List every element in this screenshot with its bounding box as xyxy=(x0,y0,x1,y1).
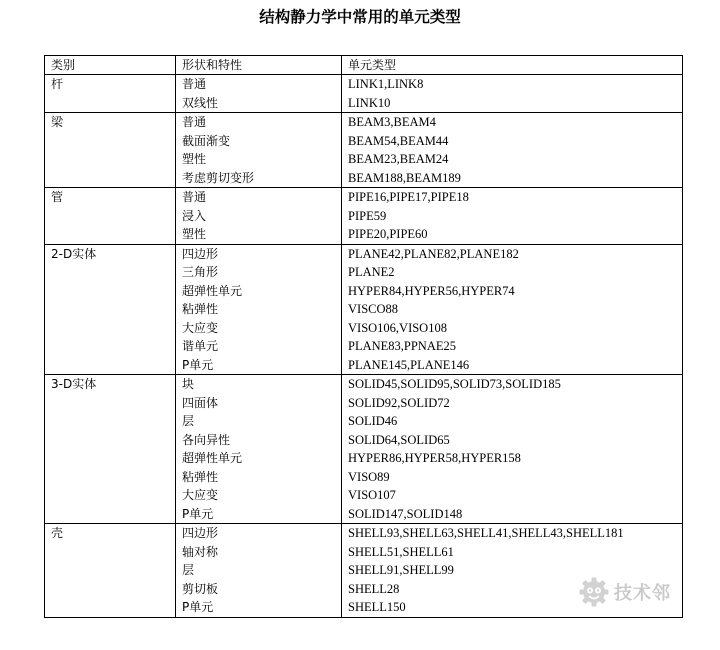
shape-cell xyxy=(176,188,342,245)
shape-cell xyxy=(176,524,342,618)
shape-cell xyxy=(176,375,342,524)
element-types-item: PIPE59 xyxy=(348,208,387,223)
shape-item: 普通 xyxy=(182,115,207,129)
element-types-item: PLANE2 xyxy=(348,265,395,279)
category-cell: 管 xyxy=(45,188,176,245)
shape-item: 塑性 xyxy=(182,152,207,166)
shape-cell xyxy=(176,113,342,188)
category-cell: 杆 xyxy=(45,75,176,113)
header-row xyxy=(45,56,683,75)
shape-item: P单元 xyxy=(182,506,214,521)
shape-cell xyxy=(176,75,342,113)
element-types-cell xyxy=(342,113,683,188)
shape-item: 三角形 xyxy=(182,265,219,279)
element-types-item: SHELL91,SHELL99 xyxy=(348,563,454,577)
element-types-item: PLANE145,PLANE146 xyxy=(348,357,470,372)
element-types-item: HYPER84,HYPER56,HYPER74 xyxy=(348,283,515,298)
element-types-item: PLANE42,PLANE82,PLANE182 xyxy=(348,246,519,261)
shape-item: 块 xyxy=(182,377,195,391)
shape-item: 超弹性单元 xyxy=(182,451,243,465)
shape-item: 普通 xyxy=(182,190,207,204)
element-types-item: SOLID64,SOLID65 xyxy=(348,432,450,447)
element-types-item: SOLID147,SOLID148 xyxy=(348,506,463,521)
group-row-3d-solid xyxy=(45,375,683,524)
page-title: 结构静力学中常用的单元类型 xyxy=(259,8,461,26)
element-types-item: BEAM3,BEAM4 xyxy=(348,115,436,129)
shape-item: P单元 xyxy=(182,357,214,372)
element-types-cell xyxy=(342,524,683,618)
element-types-item: BEAM188,BEAM189 xyxy=(348,170,461,185)
element-types-item: SOLID92,SOLID72 xyxy=(348,395,450,410)
element-types-item: SOLID46 xyxy=(348,414,398,428)
element-types-item: VISCO88 xyxy=(348,302,399,316)
header-element-type: 单元类型 xyxy=(342,56,683,75)
element-types-item: PLANE83,PPNAE25 xyxy=(348,339,456,353)
watermark-text: 技术邻 xyxy=(614,583,671,604)
shape-item: 粘弹性 xyxy=(182,302,219,316)
shape-item: 浸入 xyxy=(182,208,207,223)
group-row-2d-solid xyxy=(45,244,683,375)
shape-item: 双线性 xyxy=(182,95,219,110)
shape-item: 层 xyxy=(182,563,195,577)
shape-item: 普通 xyxy=(182,77,207,91)
category-cell: 2-D实体 xyxy=(45,244,176,375)
group-row-pipe xyxy=(45,188,683,245)
shape-item: 塑性 xyxy=(182,227,207,241)
shape-item: 超弹性单元 xyxy=(182,283,243,298)
group-row-beam xyxy=(45,113,683,188)
element-types-cell xyxy=(342,244,683,375)
element-types-item: SHELL28 xyxy=(348,581,400,596)
shape-item: 剪切板 xyxy=(182,581,219,596)
shape-item: P单元 xyxy=(182,600,214,614)
shape-item: 考虑剪切变形 xyxy=(182,170,255,185)
element-types-item: VISO106,VISO108 xyxy=(348,320,447,335)
category-cell: 壳 xyxy=(45,524,176,618)
header-category: 类别 xyxy=(45,56,176,75)
element-types-item: LINK10 xyxy=(348,95,391,110)
element-types-item: LINK1,LINK8 xyxy=(348,77,424,91)
shape-item: 各向异性 xyxy=(182,432,231,447)
element-types-item: VISO107 xyxy=(348,488,396,502)
element-types-item: SHELL150 xyxy=(348,600,406,614)
category-cell: 梁 xyxy=(45,113,176,188)
element-types-item: BEAM23,BEAM24 xyxy=(348,152,449,166)
shape-item: 四边形 xyxy=(182,246,219,261)
element-types-item: PIPE20,PIPE60 xyxy=(348,227,428,241)
group-row-shell xyxy=(45,524,683,618)
element-types-item: VISO89 xyxy=(348,469,390,484)
element-types-cell xyxy=(342,75,683,113)
shape-item: 截面渐变 xyxy=(182,133,231,148)
element-types-cell xyxy=(342,375,683,524)
shape-item: 四面体 xyxy=(182,395,219,410)
shape-item: 轴对称 xyxy=(182,544,219,559)
shape-cell xyxy=(176,244,342,375)
element-types-item: SOLID45,SOLID95,SOLID73,SOLID185 xyxy=(348,377,561,391)
group-row-rod xyxy=(45,75,683,113)
shape-item: 谐单元 xyxy=(182,339,219,353)
shape-item: 四边形 xyxy=(182,526,219,540)
element-types-item: BEAM54,BEAM44 xyxy=(348,133,449,148)
element-types-item: HYPER86,HYPER58,HYPER158 xyxy=(348,451,521,465)
element-types-table xyxy=(44,55,683,618)
shape-item: 大应变 xyxy=(182,488,219,502)
element-types-item: PIPE16,PIPE17,PIPE18 xyxy=(348,190,469,204)
header-shape: 形状和特性 xyxy=(176,56,342,75)
category-cell: 3-D实体 xyxy=(45,375,176,524)
shape-item: 粘弹性 xyxy=(182,469,219,484)
shape-item: 层 xyxy=(182,414,195,428)
shape-item: 大应变 xyxy=(182,320,219,335)
element-types-cell xyxy=(342,188,683,245)
element-types-item: SHELL51,SHELL61 xyxy=(348,544,454,559)
element-types-item: SHELL93,SHELL63,SHELL41,SHELL43,SHELL181 xyxy=(348,526,624,540)
